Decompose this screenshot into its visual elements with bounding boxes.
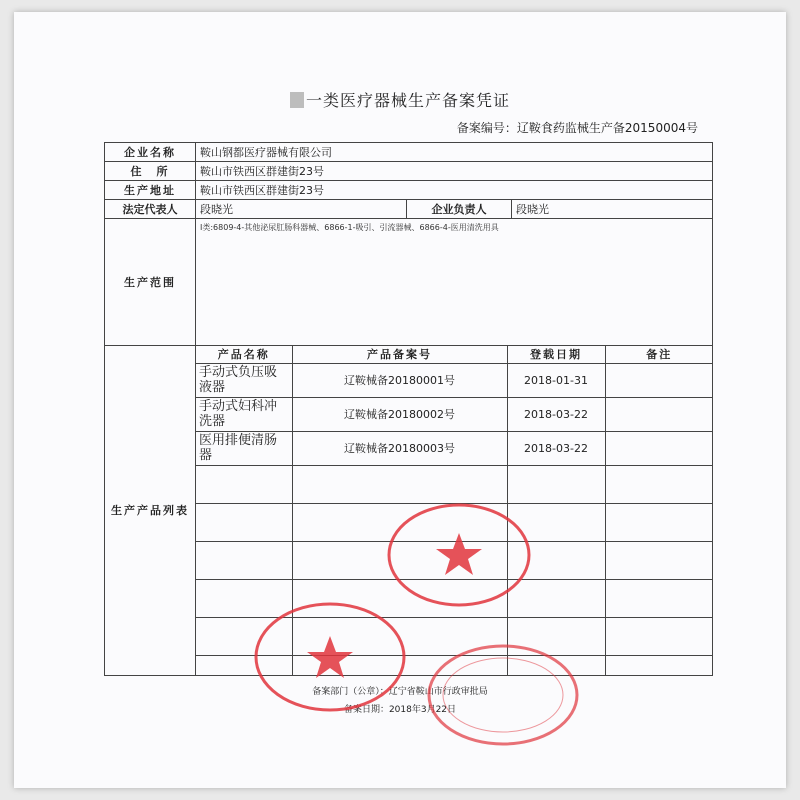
label-enterprise-head: 企业负责人 bbox=[407, 200, 512, 219]
record-number-value: 辽鞍食药监械生产备20150004号 bbox=[516, 121, 698, 135]
record-number-label: 备案编号： bbox=[456, 121, 517, 135]
product-remark bbox=[605, 397, 713, 431]
row-production-scope bbox=[105, 219, 713, 346]
product-remark bbox=[605, 431, 713, 465]
row-residence bbox=[105, 162, 713, 181]
header-date: 登载日期 bbox=[507, 346, 605, 363]
value-production-scope: Ⅰ类:6809-4-其他泌尿肛肠科器械、6866-1-吸引、引流器械、6866-4-医用清洗用具 bbox=[196, 219, 713, 346]
header-record-no: 产品备案号 bbox=[292, 346, 507, 363]
product-date: 2018-03-22 bbox=[507, 431, 605, 465]
footer-date: 备案日期：2018年3月22日 bbox=[343, 705, 457, 715]
product-record-no: 辽鞍械备20180001号 bbox=[292, 363, 507, 397]
table-row bbox=[196, 397, 713, 431]
product-date: 2018-03-22 bbox=[507, 397, 605, 431]
value-production-address: 鞍山市铁西区群建街23号 bbox=[196, 181, 713, 200]
title-text: 一类医疗器械生产备案凭证 bbox=[305, 91, 510, 110]
label-production-scope: 生产范围 bbox=[105, 219, 196, 346]
label-product-list: 生产产品列表 bbox=[105, 346, 196, 676]
government-seal-stamp bbox=[423, 640, 583, 750]
label-production-address: 生产地址 bbox=[105, 181, 196, 200]
header-product-name: 产品名称 bbox=[196, 346, 292, 363]
document-title bbox=[0, 88, 800, 111]
value-enterprise-head: 段晓光 bbox=[512, 200, 713, 219]
product-remark bbox=[605, 363, 713, 397]
label-residence: 住 所 bbox=[105, 162, 196, 181]
value-residence: 鞍山市铁西区群建街23号 bbox=[196, 162, 713, 181]
product-record-no: 辽鞍械备20180002号 bbox=[292, 397, 507, 431]
product-table-header bbox=[196, 346, 713, 363]
value-legal-rep: 段晓光 bbox=[196, 200, 407, 219]
product-name: 医用排便清肠器 bbox=[196, 431, 292, 465]
company-seal-stamp bbox=[384, 500, 534, 610]
product-name: 手动式妇科冲洗器 bbox=[196, 397, 292, 431]
table-row bbox=[196, 363, 713, 397]
company-seal-stamp-2 bbox=[250, 598, 410, 716]
value-company-name: 鞍山钢都医疗器械有限公司 bbox=[196, 143, 713, 162]
header-remark: 备注 bbox=[605, 346, 713, 363]
row-production-address bbox=[105, 181, 713, 200]
label-company-name: 企业名称 bbox=[105, 143, 196, 162]
empty-row bbox=[196, 465, 713, 503]
product-date: 2018-01-31 bbox=[507, 363, 605, 397]
product-record-no: 辽鞍械备20180003号 bbox=[292, 431, 507, 465]
row-company-name bbox=[105, 143, 713, 162]
row-legal-representative bbox=[105, 200, 713, 219]
obscured-character bbox=[290, 92, 304, 108]
product-name: 手动式负压吸液器 bbox=[196, 363, 292, 397]
footer-dept: 备案部门（公章）：辽宁省鞍山市行政审批局 bbox=[312, 687, 488, 697]
table-row bbox=[196, 431, 713, 465]
record-number bbox=[457, 119, 698, 136]
label-legal-rep: 法定代表人 bbox=[105, 200, 196, 219]
